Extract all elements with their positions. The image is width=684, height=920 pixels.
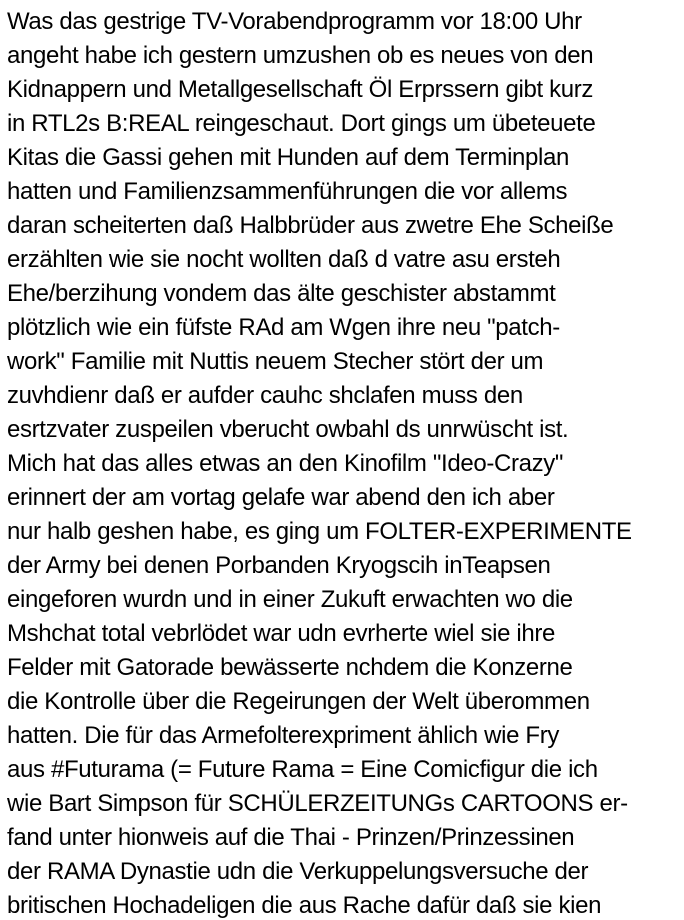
text-line: Ehe/berzihung vondem das älte geschister abstammt <box>7 280 556 307</box>
text-line: wie Bart Simpson für SCHÜLERZEITUNGs CARTOONS er- <box>7 790 628 817</box>
text-line: angeht habe ich gestern umzushen ob es neues von den <box>7 42 594 69</box>
text-line: die Kontrolle über die Regeirungen der Welt überommen <box>7 688 590 715</box>
text-line: erzählten wie sie nocht wollten daß d vatre asu ersteh <box>7 246 561 273</box>
document-text-block <box>7 5 683 920</box>
text-line: der RAMA Dynastie udn die Verkuppelungsversuche der <box>7 858 589 885</box>
text-line: esrtzvater zuspeilen vberucht owbahl ds unrwüscht ist. <box>7 416 569 443</box>
text-line: fand unter hionweis auf die Thai - Prinzen/Prinzessinen <box>7 824 575 851</box>
text-line: in RTL2s B:REAL reingeschaut. Dort gings um übeteuete <box>7 110 596 137</box>
text-line: erinnert der am vortag gelafe war abend den ich aber <box>7 484 555 511</box>
text-line: der Army bei denen Porbanden Kryogscih inTeapsen <box>7 552 551 579</box>
text-line: eingeforen wurdn und in einer Zukuft erwachten wo die <box>7 586 573 613</box>
text-line: plötzlich wie ein füfste RAd am Wgen ihre neu "patch- <box>7 314 560 341</box>
text-line: nur halb geshen habe, es ging um FOLTER-EXPERIMENTE <box>7 518 632 545</box>
text-line: Was das gestrige TV-Vorabendprogramm vor 18:00 Uhr <box>7 8 582 35</box>
text-line: Felder mit Gatorade bewässerte nchdem die Konzerne <box>7 654 573 681</box>
text-line: work" Familie mit Nuttis neuem Stecher stört der um <box>7 348 544 375</box>
text-line: aus #Futurama (= Future Rama = Eine Comicfigur die ich <box>7 756 598 783</box>
text-line: Kidnappern und Metallgesellschaft Öl Erprssern gibt kurz <box>7 76 594 103</box>
text-line: daran scheiterten daß Halbbrüder aus zwetre Ehe Scheiße <box>7 212 614 239</box>
text-line: Mich hat das alles etwas an den Kinofilm "Ideo-Crazy" <box>7 450 564 477</box>
text-line: Kitas die Gassi gehen mit Hunden auf dem Terminplan <box>7 144 570 171</box>
text-line: Mshchat total vebrlödet war udn evrherte wiel sie ihre <box>7 620 556 647</box>
text-line: hatten. Die für das Armefolterexpriment ählich wie Fry <box>7 722 560 749</box>
text-line: britischen Hochadeligen die aus Rache dafür daß sie kien <box>7 892 602 919</box>
text-line: zuvhdienr daß er aufder cauhc shclafen muss den <box>7 382 523 409</box>
text-line: hatten und Familienzsammenführungen die vor allems <box>7 178 568 205</box>
